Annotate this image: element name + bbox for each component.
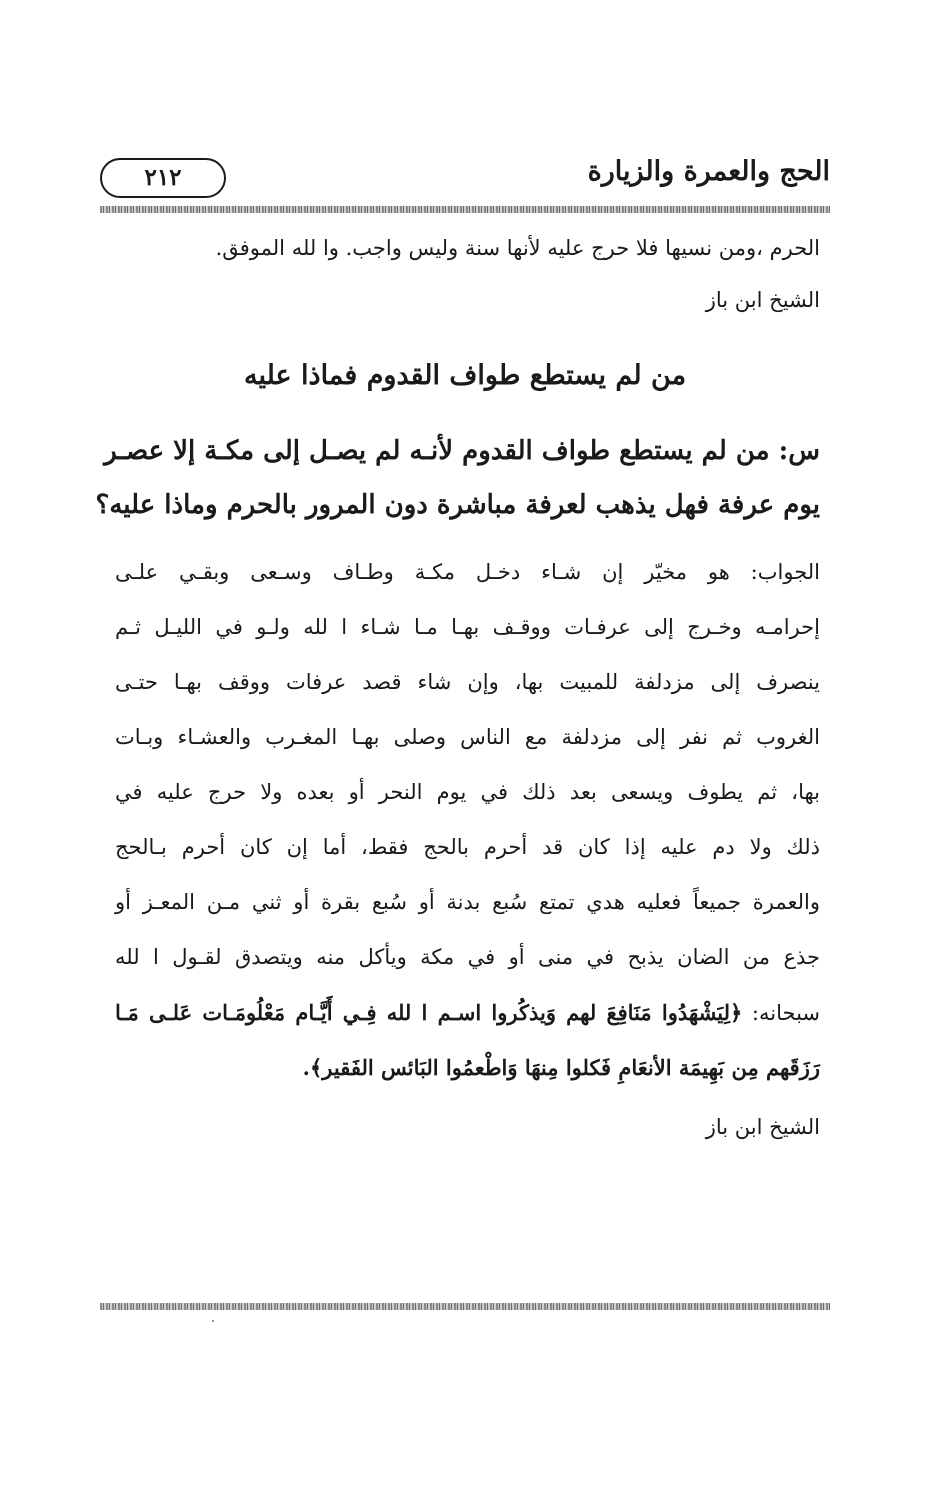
- answer-line: ذلك ولا دم عليه إذا كان قد أحرم بالحج فقط، أما إن كان أحرم بـالحج: [115, 835, 820, 859]
- answer-line: الجواب: هو مخيّر إن شـاء دخـل مكـة وطـاف وسـعى وبقـي علـى: [115, 560, 820, 584]
- page-header: [100, 150, 830, 210]
- answer-signature: الشيخ ابن باز: [705, 1115, 820, 1139]
- section-title: من لم يستطع طواف القدوم فماذا عليه: [243, 360, 687, 391]
- answer-line: جذع من الضان يذبح في منى أو في مكة ويأكل منه ويتصدق لقـول ا لله: [115, 945, 820, 969]
- answer-quote-line-2: [115, 1040, 820, 1095]
- answer-block: [115, 545, 820, 1095]
- scan-speck: [212, 1320, 214, 1322]
- answer-line: بها، ثم يطوف ويسعى بعد ذلك في يوم النحر أو بعده ولا حرج عليه في: [115, 780, 820, 804]
- question-line-1: س: من لم يستطع طواف القدوم لأنـه لم يصـل إلى مكـة إلا عصـر: [104, 436, 820, 466]
- running-title: الحج والعمرة والزيارة: [587, 156, 830, 187]
- answer-line: والعمرة جميعاً فعليه هدي تمتع سُبع بدنة أو سُبع بقرة أو ثني مـن المعـز أو: [115, 890, 820, 914]
- answer-line: ينصرف إلى مزدلفة للمبيت بها، وإن شاء قصد عرفات ووقف بهـا حتـى: [115, 670, 820, 694]
- page-number-badge: ٢١٢: [100, 158, 226, 198]
- header-divider: [100, 206, 830, 213]
- quote-prefix: سبحانه:: [742, 1001, 820, 1025]
- quran-quote-part-1: ﴿لِيَشْهَدُوا مَنَافِعَ لهم وَيذكُروا اسـم ا لله فِـي أَيَّـام مَعْلُومَـات عَلـى مَـا: [115, 1000, 743, 1025]
- intro-signature: الشيخ ابن باز: [705, 288, 820, 312]
- question-line-2: يوم عرفة فهل يذهب لعرفة مباشرة دون المرور بالحرم وماذا عليه؟: [95, 490, 820, 520]
- intro-line: الحرم ،ومن نسيها فلا حرج عليه لأنها سنة وليس واجب. وا لله الموفق.: [215, 236, 820, 260]
- answer-line: الغروب ثم نفر إلى مزدلفة مع الناس وصلى بهـا المغـرب والعشـاء وبـات: [115, 725, 820, 749]
- answer-quote-line-1: [115, 985, 820, 1040]
- answer-line: إحرامـه وخـرج إلى عرفـات ووقـف بهـا مـا شـاء ا لله ولـو في الليـل ثـم: [115, 615, 820, 639]
- quran-quote-part-2: رَزَقَهم مِن بَهِيمَة الأنعَامِ فَكلوا مِنهَا وَاطْعمُوا البَائس الفَقير﴾.: [302, 1055, 820, 1080]
- footer-divider: [100, 1303, 830, 1310]
